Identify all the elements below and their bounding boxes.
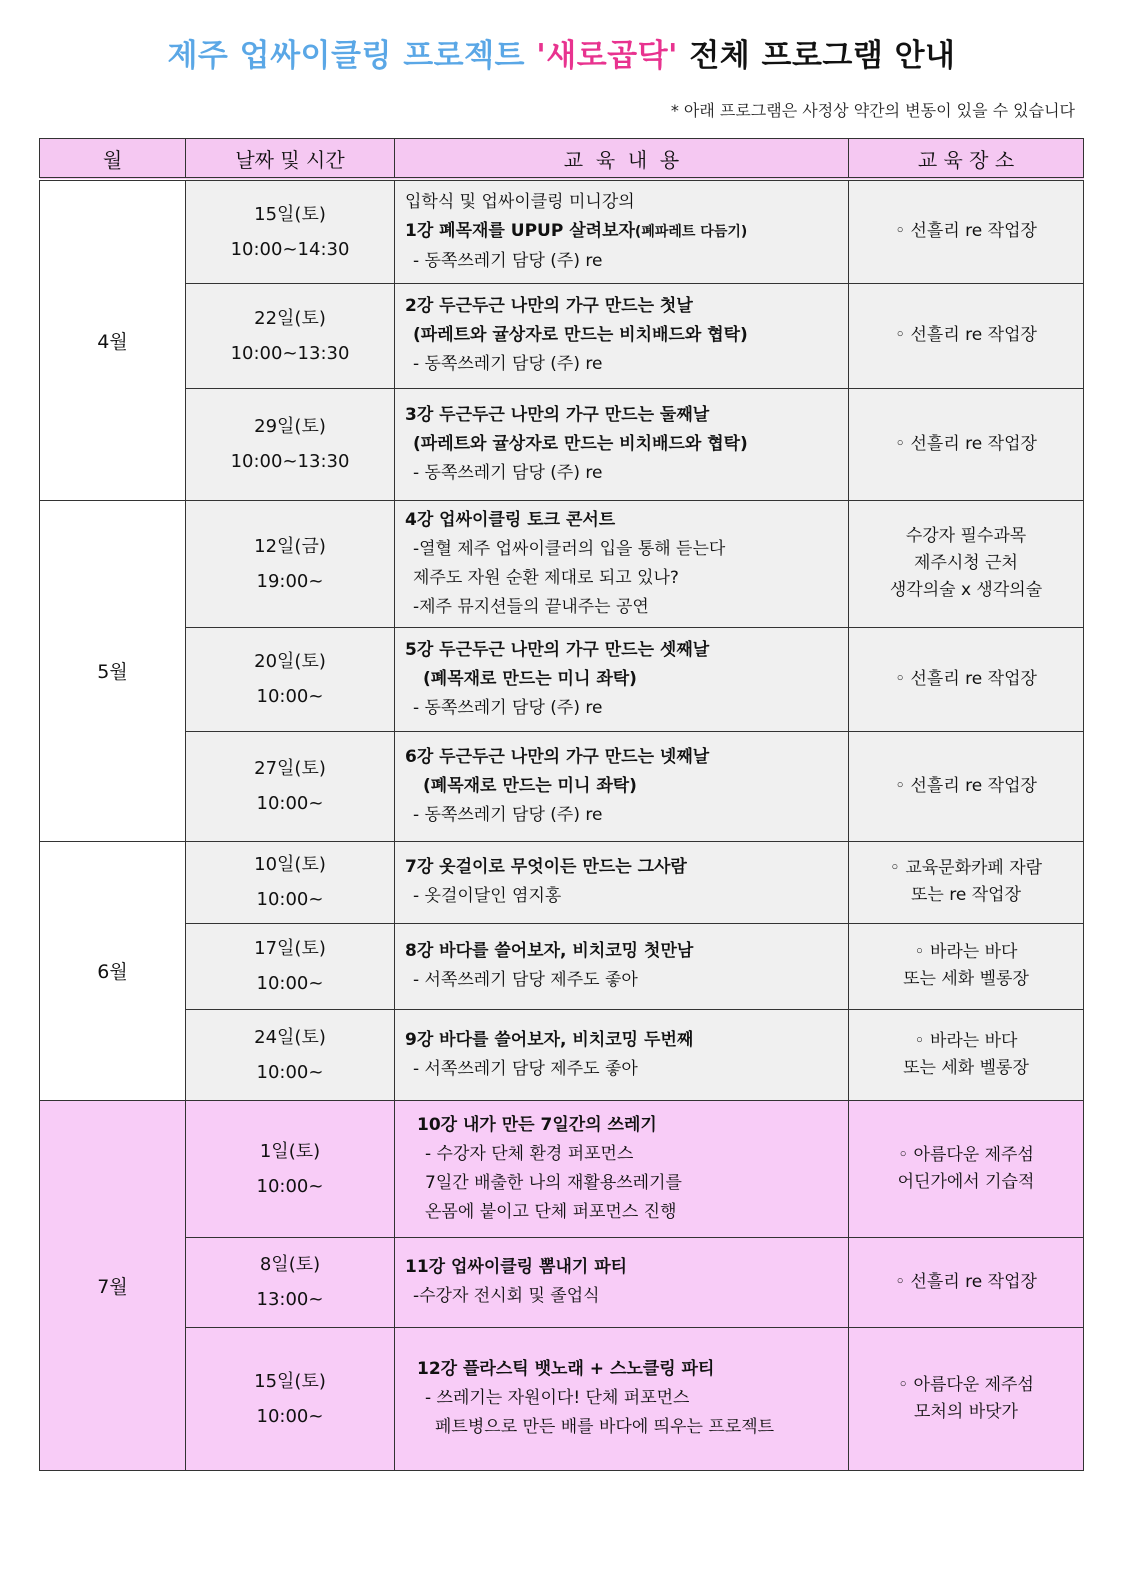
place-cell: [849, 923, 1084, 1009]
session-place: ◦ 교육문화카페 자람: [889, 858, 1043, 878]
place-cell: [849, 627, 1084, 731]
content-cell: [395, 923, 849, 1009]
place-cell: [849, 731, 1084, 841]
content-cell: [395, 1237, 849, 1327]
session-detail: - 서쪽쓰레기 담당 제주도 좋아: [413, 1058, 638, 1079]
session-place: 또는 세화 벨롱장: [903, 969, 1029, 989]
session-date: 29일(토): [254, 416, 326, 437]
change-notice: * 아래 프로그램은 사정상 약간의 변동이 있을 수 있습니다: [670, 101, 1075, 120]
table-row: [40, 1009, 1084, 1100]
session-detail: - 옷걸이달인 염지홍: [413, 886, 562, 906]
session-time: 10:00~: [256, 1405, 324, 1427]
session-time: 13:00~: [256, 1289, 324, 1310]
month-cell: 5월: [40, 500, 186, 841]
session-detail: -제주 뮤지션들의 끝내주는 공연: [413, 596, 649, 617]
session-place: 어딘가에서 기습적: [897, 1171, 1035, 1192]
month-cell: 6월: [40, 841, 186, 1100]
session-time: 10:00~: [256, 1061, 324, 1083]
table-row: [40, 1237, 1084, 1327]
session-time: 10:00~: [256, 973, 324, 994]
content-cell: [395, 283, 849, 388]
session-detail: -수강자 전시회 및 졸업식: [413, 1286, 600, 1306]
session-place: ◦ 아름다운 제주섬: [898, 1144, 1034, 1165]
session-place: ◦ 선흘리 re 작업장: [895, 325, 1037, 345]
table-row: [40, 1100, 1084, 1237]
date-cell: [186, 283, 395, 388]
date-cell: [186, 841, 395, 923]
session-date: 22일(토): [254, 307, 326, 329]
date-cell: [186, 923, 395, 1009]
title-part-project: 제주 업싸이클링 프로젝트: [167, 38, 537, 74]
title-part-guide: 전체 프로그램 안내: [678, 38, 956, 74]
session-date: 24일(토): [254, 1026, 326, 1048]
table-row: [40, 283, 1084, 388]
session-place: 모처의 바닷가: [914, 1401, 1018, 1422]
session-detail: - 동쪽쓰레기 담당 (주) re: [413, 250, 603, 271]
session-time: 10:00~: [256, 889, 324, 910]
place-cell: [849, 1100, 1084, 1237]
session-place: 수강자 필수과목: [905, 526, 1027, 546]
content-cell: [395, 1327, 849, 1470]
table-row: [40, 731, 1084, 841]
date-cell: [186, 731, 395, 841]
session-title: 12강 플라스틱 뱃노래 + 스노클링 파티: [417, 1359, 715, 1379]
place-cell: [849, 500, 1084, 627]
date-cell: [186, 179, 395, 283]
content-cell: [395, 388, 849, 500]
header-datetime: 날짜 및 시간: [186, 139, 395, 180]
place-cell: [849, 1327, 1084, 1470]
session-title: 6강 두근두근 나만의 가구 만드는 넷째날: [405, 746, 710, 767]
session-detail: -열혈 제주 업싸이클러의 입을 통해 듣는다: [413, 538, 726, 559]
session-intro: 입학식 및 업싸이클링 미니강의: [405, 191, 635, 212]
session-subtitle: (파레트와 귤상자로 만드는 비치배드와 협탁): [413, 325, 748, 345]
session-title: 3강 두근두근 나만의 가구 만드는 둘째날: [405, 404, 710, 425]
place-cell: [849, 283, 1084, 388]
header-month: 월: [40, 139, 186, 180]
schedule-table: [39, 138, 1084, 1471]
date-cell: [186, 1100, 395, 1237]
session-date: 15일(토): [254, 1370, 326, 1392]
session-time: 10:00~: [256, 686, 324, 707]
table-row: [40, 923, 1084, 1009]
session-detail: - 동쪽쓰레기 담당 (주) re: [413, 804, 603, 825]
month-cell: 4월: [40, 179, 186, 500]
session-title: 9강 바다를 쓸어보자, 비치코밍 두번째: [405, 1029, 694, 1050]
session-date: 15일(토): [254, 203, 326, 225]
place-cell: [849, 1009, 1084, 1100]
session-date: 20일(토): [254, 651, 326, 672]
table-row: [40, 627, 1084, 731]
session-title: 5강 두근두근 나만의 가구 만드는 셋째날: [405, 639, 710, 660]
session-detail: - 동쪽쓰레기 담당 (주) re: [413, 697, 603, 718]
table-row: [40, 388, 1084, 500]
session-detail: 온몸에 붙이고 단체 퍼포먼스 진행: [425, 1201, 677, 1222]
place-cell: [849, 388, 1084, 500]
session-time: 10:00~13:30: [230, 342, 350, 364]
table-row: [40, 500, 1084, 627]
header-place: 교 육 장 소: [849, 139, 1084, 180]
session-place: ◦ 선흘리 re 작업장: [895, 221, 1037, 242]
date-cell: [186, 1327, 395, 1470]
session-date: 17일(토): [254, 938, 326, 959]
date-cell: [186, 388, 395, 500]
date-cell: [186, 1237, 395, 1327]
session-place: ◦ 선흘리 re 작업장: [895, 433, 1037, 454]
session-detail: - 동쪽쓰레기 담당 (주) re: [413, 354, 603, 374]
session-place: ◦ 선흘리 re 작업장: [895, 668, 1037, 689]
session-title: 2강 두근두근 나만의 가구 만드는 첫날: [405, 296, 693, 316]
session-detail: - 수강자 단체 환경 퍼포먼스: [425, 1143, 634, 1164]
session-title: 7강 옷걸이로 무엇이든 만드는 그사람: [405, 857, 687, 877]
table-header-row: [40, 139, 1084, 180]
session-place: 제주시청 근처: [914, 553, 1018, 573]
session-subtitle: (폐목재로 만드는 미니 좌탁): [423, 668, 637, 689]
session-place: 생각의술 x 생각의술: [889, 580, 1043, 600]
session-date: 12일(금): [254, 535, 326, 557]
session-place: ◦ 선흘리 re 작업장: [895, 775, 1037, 796]
session-detail: 페트병으로 만든 배를 바다에 띄우는 프로젝트: [435, 1417, 775, 1437]
content-cell: [395, 627, 849, 731]
content-cell: [395, 1100, 849, 1237]
session-subtitle: (파레트와 귤상자로 만드는 비치배드와 협탁): [413, 433, 748, 454]
session-place: ◦ 바라는 바다: [914, 942, 1018, 962]
content-cell: [395, 731, 849, 841]
session-detail: - 서쪽쓰레기 담당 제주도 좋아: [413, 970, 638, 990]
session-title-note: (폐파레트 다듬기): [634, 223, 748, 240]
table-row: [40, 841, 1084, 923]
session-date: 10일(토): [254, 854, 326, 875]
session-date: 27일(토): [254, 758, 326, 779]
date-cell: [186, 627, 395, 731]
date-cell: [186, 1009, 395, 1100]
month-cell: 7월: [40, 1100, 186, 1470]
session-detail: - 쓰레기는 자원이다! 단체 퍼포먼스: [425, 1388, 690, 1408]
place-cell: [849, 1237, 1084, 1327]
content-cell: [395, 500, 849, 627]
session-time: 19:00~: [256, 570, 324, 592]
session-date: 1일(토): [259, 1140, 321, 1162]
content-cell: [395, 1009, 849, 1100]
session-place: ◦ 바라는 바다: [914, 1030, 1018, 1051]
table-row: [40, 179, 1084, 283]
session-place: ◦ 아름다운 제주섬: [898, 1374, 1034, 1395]
session-title: 11강 업싸이클링 뽐내기 파티: [405, 1257, 628, 1277]
content-cell: [395, 841, 849, 923]
session-place: ◦ 선흘리 re 작업장: [895, 1271, 1037, 1292]
session-detail: 7일간 배출한 나의 재활용쓰레기를: [425, 1172, 682, 1193]
session-time: 10:00~13:30: [230, 451, 350, 472]
session-date: 8일(토): [259, 1254, 321, 1275]
content-cell: [395, 179, 849, 283]
session-title: 1강 폐목재를 UPUP 살려보자: [405, 220, 635, 241]
session-title: 4강 업싸이클링 토크 콘서트: [405, 509, 616, 530]
date-cell: [186, 500, 395, 627]
session-title: 8강 바다를 쓸어보자, 비치코밍 첫만남: [405, 941, 694, 961]
table-row: [40, 1327, 1084, 1470]
title-part-name: '새로곱닥': [536, 38, 679, 74]
session-time: 10:00~: [256, 793, 324, 814]
place-cell: [849, 179, 1084, 283]
page-title: [0, 30, 1123, 75]
session-subtitle: (폐목재로 만드는 미니 좌탁): [423, 775, 637, 796]
place-cell: [849, 841, 1084, 923]
session-time: 10:00~: [256, 1175, 324, 1197]
session-title: 10강 내가 만든 7일간의 쓰레기: [417, 1114, 657, 1135]
session-detail: 제주도 자원 순환 제대로 되고 있나?: [413, 567, 679, 588]
header-content: 교 육 내 용: [395, 139, 849, 180]
session-place: 또는 re 작업장: [911, 885, 1021, 905]
session-place: 또는 세화 벨롱장: [903, 1057, 1029, 1078]
session-time: 10:00~14:30: [230, 238, 350, 260]
session-detail: - 동쪽쓰레기 담당 (주) re: [413, 462, 603, 483]
